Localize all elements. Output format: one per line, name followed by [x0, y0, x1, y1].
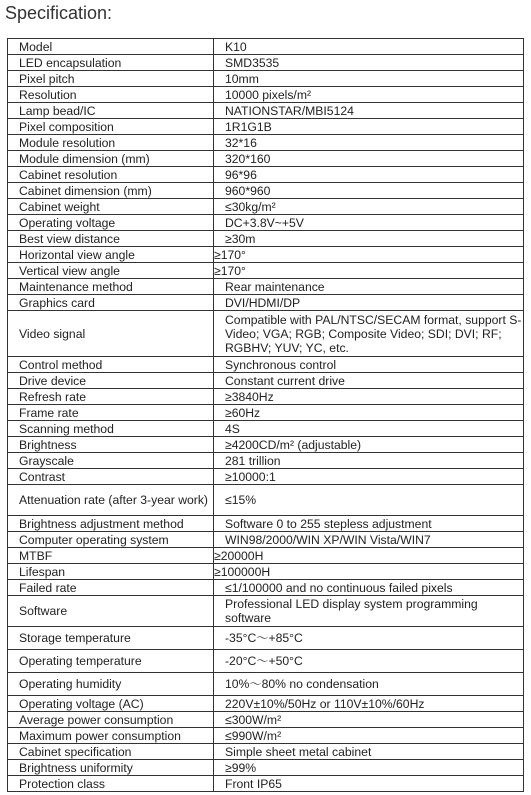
- table-row: [8, 39, 524, 55]
- spec-label: Brightness adjustment method: [8, 516, 214, 532]
- spec-label: LED encapsulation: [8, 55, 214, 71]
- table-row: [8, 548, 524, 564]
- table-row: [8, 696, 524, 712]
- spec-value: ≤15%: [214, 485, 524, 516]
- spec-label: Operating temperature: [8, 650, 214, 673]
- table-row: [8, 215, 524, 231]
- table-row: [8, 55, 524, 71]
- spec-label: Best view distance: [8, 231, 214, 247]
- spec-label: Cabinet specification: [8, 744, 214, 760]
- spec-label: Resolution: [8, 87, 214, 103]
- spec-value: Simple sheet metal cabinet: [214, 744, 524, 760]
- spec-label: Lifespan: [8, 564, 214, 580]
- spec-label: Computer operating system: [8, 532, 214, 548]
- table-row: [8, 71, 524, 87]
- table-row: [8, 231, 524, 247]
- spec-label: Contrast: [8, 469, 214, 485]
- table-row: [8, 516, 524, 532]
- spec-label: Brightness: [8, 437, 214, 453]
- table-row: [8, 389, 524, 405]
- table-row: [8, 183, 524, 199]
- spec-label: Storage temperature: [8, 627, 214, 650]
- spec-value: 220V±10%/50Hz or 110V±10%/60Hz: [214, 696, 524, 712]
- spec-value: 10000 pixels/m²: [214, 87, 524, 103]
- spec-value: WIN98/2000/WIN XP/WIN Vista/WIN7: [214, 532, 524, 548]
- spec-value: Synchronous control: [214, 357, 524, 373]
- spec-value: ≥100000H: [214, 564, 524, 580]
- spec-label: MTBF: [8, 548, 214, 564]
- spec-label: Vertical view angle: [8, 263, 214, 279]
- table-row: [8, 135, 524, 151]
- spec-label: Refresh rate: [8, 389, 214, 405]
- spec-value: 96*96: [214, 167, 524, 183]
- spec-value: ≥170°: [214, 247, 524, 263]
- spec-label: Pixel pitch: [8, 71, 214, 87]
- spec-value: Professional LED display system programming software: [214, 596, 524, 627]
- spec-label: Model: [8, 39, 214, 55]
- spec-label: Failed rate: [8, 580, 214, 596]
- spec-value: Front IP65: [214, 776, 524, 792]
- spec-label: Protection class: [8, 776, 214, 792]
- spec-value: -35°C～+85°C: [214, 627, 524, 650]
- table-row: [8, 596, 524, 627]
- table-row: [8, 167, 524, 183]
- spec-label: Drive device: [8, 373, 214, 389]
- spec-label: Control method: [8, 357, 214, 373]
- spec-value: 10mm: [214, 71, 524, 87]
- table-row: [8, 247, 524, 263]
- table-row: [8, 437, 524, 453]
- spec-label: Average power consumption: [8, 712, 214, 728]
- spec-value: SMD3535: [214, 55, 524, 71]
- table-row: [8, 650, 524, 673]
- spec-label: Horizontal view angle: [8, 247, 214, 263]
- spec-value: DC+3.8V~+5V: [214, 215, 524, 231]
- table-row: [8, 151, 524, 167]
- spec-value: Compatible with PAL/NTSC/SECAM format, support S-Video; VGA; RGB; Composite Video; SDI; DVI; RF; RGBHV; YUV; YC, etc.: [214, 311, 524, 357]
- spec-value: ≥170°: [214, 263, 524, 279]
- spec-value: -20°C～+50°C: [214, 650, 524, 673]
- spec-label: Brightness uniformity: [8, 760, 214, 776]
- spec-value: ≥10000:1: [214, 469, 524, 485]
- table-row: [8, 712, 524, 728]
- spec-value: ≤30kg/m²: [214, 199, 524, 215]
- table-row: [8, 453, 524, 469]
- table-row: [8, 279, 524, 295]
- spec-label: Grayscale: [8, 453, 214, 469]
- spec-value: ≥30m: [214, 231, 524, 247]
- table-row: [8, 119, 524, 135]
- table-row: [8, 627, 524, 650]
- table-row: [8, 357, 524, 373]
- spec-value: 4S: [214, 421, 524, 437]
- table-row: [8, 405, 524, 421]
- table-row: [8, 673, 524, 696]
- spec-value: 1R1G1B: [214, 119, 524, 135]
- spec-label: Module dimension (mm): [8, 151, 214, 167]
- specification-table: [7, 38, 524, 792]
- table-row: [8, 311, 524, 357]
- spec-value: ≥3840Hz: [214, 389, 524, 405]
- table-row: [8, 564, 524, 580]
- spec-label: Operating voltage (AC): [8, 696, 214, 712]
- spec-value: 320*160: [214, 151, 524, 167]
- spec-label: Pixel composition: [8, 119, 214, 135]
- spec-label: Scanning method: [8, 421, 214, 437]
- spec-label: Cabinet weight: [8, 199, 214, 215]
- spec-value: Software 0 to 255 stepless adjustment: [214, 516, 524, 532]
- spec-label: Module resolution: [8, 135, 214, 151]
- spec-value: Rear maintenance: [214, 279, 524, 295]
- spec-value: K10: [214, 39, 524, 55]
- spec-value: ≤990W/m²: [214, 728, 524, 744]
- spec-value: 960*960: [214, 183, 524, 199]
- spec-value: DVI/HDMI/DP: [214, 295, 524, 311]
- spec-value: ≤300W/m²: [214, 712, 524, 728]
- spec-label: Software: [8, 596, 214, 627]
- spec-value: ≥4200CD/m² (adjustable): [214, 437, 524, 453]
- spec-label: Maintenance method: [8, 279, 214, 295]
- table-row: [8, 87, 524, 103]
- spec-value: ≥60Hz: [214, 405, 524, 421]
- spec-value: ≥20000H: [214, 548, 524, 564]
- table-row: [8, 532, 524, 548]
- table-row: [8, 199, 524, 215]
- page-title: Specification:: [5, 3, 113, 23]
- spec-label: Cabinet resolution: [8, 167, 214, 183]
- spec-label: Operating humidity: [8, 673, 214, 696]
- table-row: [8, 776, 524, 792]
- spec-value: NATIONSTAR/MBI5124: [214, 103, 524, 119]
- spec-value: 10%～80% no condensation: [214, 673, 524, 696]
- table-row: [8, 373, 524, 389]
- spec-value: Constant current drive: [214, 373, 524, 389]
- spec-label: Video signal: [8, 311, 214, 357]
- table-row: [8, 263, 524, 279]
- table-row: [8, 728, 524, 744]
- table-row: [8, 469, 524, 485]
- table-row: [8, 485, 524, 516]
- spec-label: Maximum power consumption: [8, 728, 214, 744]
- spec-value: ≤1/100000 and no continuous failed pixels: [214, 580, 524, 596]
- spec-label: Cabinet dimension (mm): [8, 183, 214, 199]
- spec-label: Lamp bead/IC: [8, 103, 214, 119]
- spec-label: Graphics card: [8, 295, 214, 311]
- table-row: [8, 421, 524, 437]
- spec-value: 281 trillion: [214, 453, 524, 469]
- spec-label: Attenuation rate (after 3-year work): [8, 485, 214, 516]
- spec-value: 32*16: [214, 135, 524, 151]
- table-row: [8, 103, 524, 119]
- table-row: [8, 295, 524, 311]
- table-row: [8, 580, 524, 596]
- spec-value: ≥99%: [214, 760, 524, 776]
- table-row: [8, 760, 524, 776]
- spec-label: Operating voltage: [8, 215, 214, 231]
- spec-label: Frame rate: [8, 405, 214, 421]
- table-row: [8, 744, 524, 760]
